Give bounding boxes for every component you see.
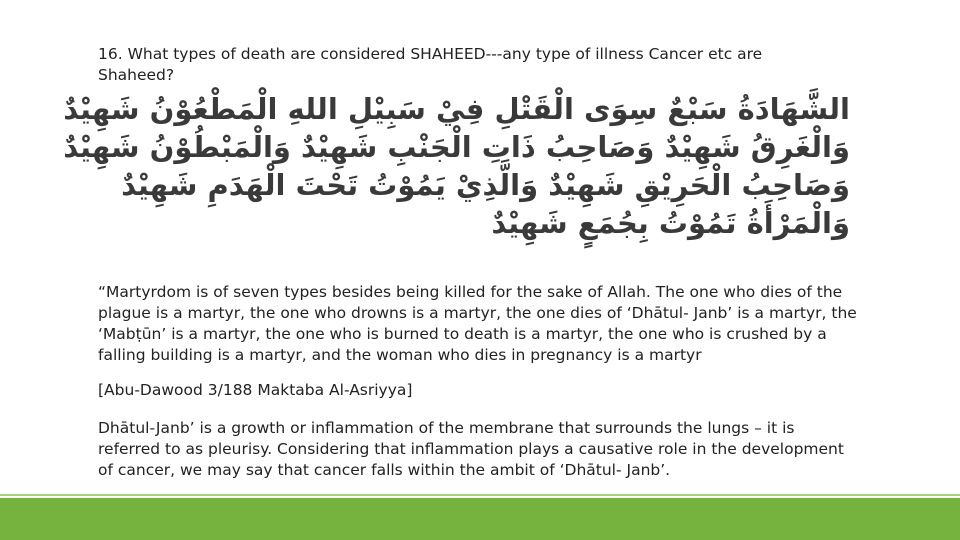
arabic-line-3: وَصَاحِبُ الْحَرِيْقِ شَهِيْدٌ وَالَّذِيْ يَمُوْتُ تَحْتَ الْهَدَمِ شَهِيْدٌ <box>121 168 850 202</box>
footer-accent-line <box>0 494 960 496</box>
footer-bar <box>0 498 960 540</box>
arabic-line-2: وَالْغَرِقُ شَهِيْدٌ وَصَاحِبُ ذَاتِ الْجَنْبِ شَهِيْدٌ وَالْمَبْطُوْنُ شَهِيْدٌ <box>63 130 850 164</box>
arabic-line-1: الشَّهَادَةُ سَبْعٌ سِوَى الْقَتْلِ فِيْ سَبِيْلِ اللهِ الْمَطْعُوْنُ شَهِيْدٌ <box>63 92 850 126</box>
arabic-hadith-text <box>63 90 850 250</box>
question-heading: 16. What types of death are considered SHAHEED---any type of illness Cancer etc are Shaheed? <box>98 45 763 84</box>
reference-citation: [Abu-Dawood 3/188 Maktaba Al-Asriyya] <box>98 381 413 399</box>
translation-paragraph: “Martyrdom is of seven types besides being killed for the sake of Allah. The one who dies of the plague is a martyr, the one who drowns is a martyr, the one dies of ‘Dhātul- Janb’ is a martyr, the ‘Mabṭūn’ is a martyr, the one who is burned to death is a martyr, the one who is crushed by a falling building is a martyr, and the woman who dies in pregnancy is a martyr <box>98 283 857 364</box>
explanation-paragraph: Dhātul-Janb’ is a growth or inflammation of the membrane that surrounds the lungs – it is referred to as pleurisy. Considering that inflammation plays a causative role in the development of cancer, we may say that cancer falls within the ambit of ‘Dhātul- Janb’. <box>98 419 844 479</box>
arabic-line-4: وَالْمَرْأَةُ تَمُوْتُ بِجُمَعٍ شَهِيْدٌ <box>491 206 850 240</box>
